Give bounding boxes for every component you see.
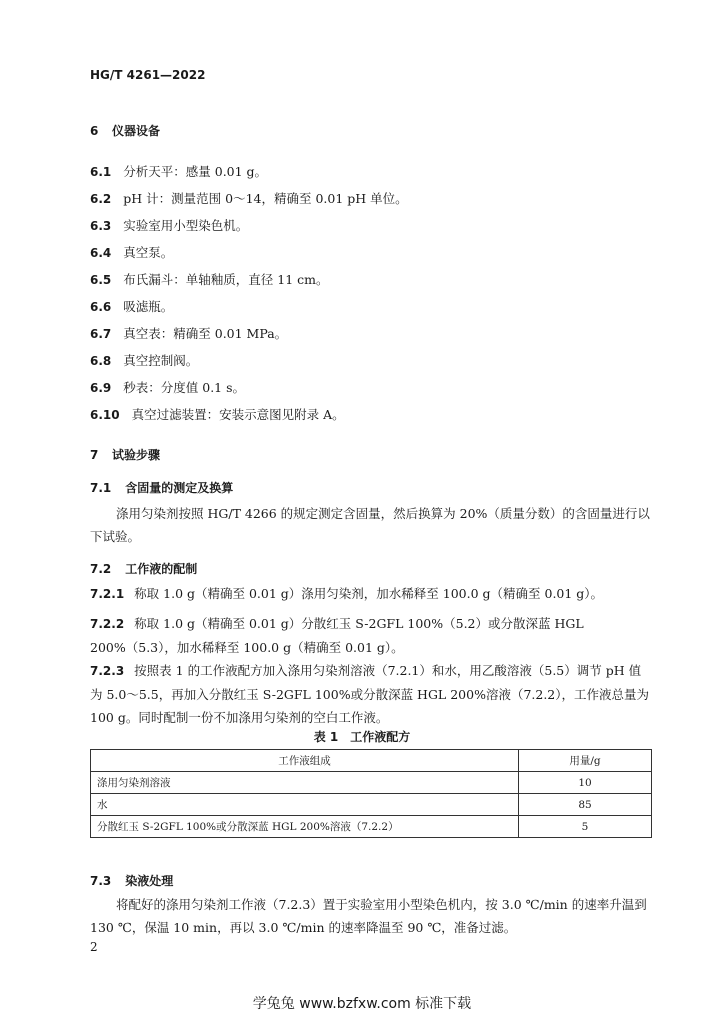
section-number: 6 [90, 124, 99, 138]
subsection-7-2-heading [90, 560, 197, 577]
table-cell: 10 [519, 772, 652, 794]
paragraph-text: 称取 1.0 g（精确至 0.01 g）分散红玉 S-2GFL 100%（5.2）或分散深蓝 HGL 200%（5.3），加水稀释至 100.0 g（精确至 0.01 g）。 [90, 616, 584, 655]
list-item [90, 297, 173, 315]
table-header-row [91, 750, 652, 772]
section-title: 试验步骤 [112, 448, 161, 462]
list-item [90, 405, 345, 423]
list-item [90, 189, 408, 207]
item-text: 吸滤瓶。 [123, 299, 174, 314]
item-text: 分析天平：感量 0.01 g。 [123, 164, 268, 179]
section-number: 7 [90, 448, 99, 462]
list-item [90, 162, 267, 180]
paragraph-7-2-3 [90, 659, 652, 729]
item-number: 6.3 [90, 219, 112, 233]
item-number: 6.1 [90, 165, 112, 179]
table-cell: 分散红玉 S-2GFL 100%或分散深蓝 HGL 200%溶液（7.2.2） [91, 816, 519, 838]
subsection-number: 7.1 [90, 481, 112, 495]
working-solution-table [90, 749, 652, 838]
list-item [90, 378, 245, 396]
paragraph-7-1: 涤用匀染剂按照 HG/T 4266 的规定测定含固量，然后换算为 20%（质量分数）的含固量进行以下试验。 [90, 506, 650, 544]
section-7-heading [90, 446, 160, 463]
paragraph-number: 7.2.2 [90, 617, 125, 631]
subsection-7-1-heading [90, 479, 233, 496]
table-cell: 涤用匀染剂溶液 [91, 772, 519, 794]
item-number: 6.6 [90, 300, 112, 314]
list-item [90, 243, 173, 261]
table-row [91, 794, 652, 816]
section-title: 仪器设备 [112, 124, 161, 138]
table-cell: 5 [519, 816, 652, 838]
table-caption: 表 1 工作液配方 [313, 730, 411, 744]
table-row [91, 772, 652, 794]
subsection-number: 7.3 [90, 874, 112, 888]
paragraph-number: 7.2.3 [90, 664, 125, 678]
table-cell: 水 [91, 794, 519, 816]
paragraph-7-3: 将配好的涤用匀染剂工作液（7.2.3）置于实验室用小型染色机内，按 3.0 ℃/min 的速率升温到 130 ℃，保温 10 min，再以 3.0 ℃/min 的速率降温至 90 ℃，准备过滤。 [90, 897, 647, 935]
footer-watermark: 学兔兔 www.bzfxw.com 标准下载 [252, 996, 472, 1012]
subsection-title: 工作液的配制 [125, 562, 198, 576]
item-text: pH 计：测量范围 0～14，精确至 0.01 pH 单位。 [123, 191, 408, 206]
item-text: 秒表：分度值 0.1 s。 [123, 380, 246, 395]
item-number: 6.4 [90, 246, 112, 260]
list-item [90, 324, 287, 342]
list-item [90, 270, 328, 288]
item-text: 真空过滤装置：安装示意图见附录 A。 [131, 407, 345, 422]
column-header-amount: 用量/g [519, 750, 652, 772]
item-number: 6.10 [90, 408, 120, 422]
list-item [90, 351, 198, 369]
item-text: 真空泵。 [123, 245, 174, 260]
table-row [91, 816, 652, 838]
section-6-heading [90, 122, 160, 139]
table-cell: 85 [519, 794, 652, 816]
subsection-title: 染液处理 [125, 874, 174, 888]
item-number: 6.7 [90, 327, 112, 341]
subsection-number: 7.2 [90, 562, 112, 576]
paragraph-number: 7.2.1 [90, 587, 125, 601]
standard-code: HG/T 4261—2022 [90, 68, 206, 82]
column-header-component: 工作液组成 [91, 750, 519, 772]
item-text: 真空控制阀。 [123, 353, 199, 368]
paragraph-7-2-1 [90, 582, 652, 606]
item-text: 真空表：精确至 0.01 MPa。 [123, 326, 288, 341]
item-number: 6.2 [90, 192, 112, 206]
page-number: 2 [90, 940, 98, 954]
paragraph-text: 按照表 1 的工作液配方加入涤用匀染剂溶液（7.2.1）和水，用乙酸溶液（5.5）调节 pH 值为 5.0～5.5，再加入分散红玉 S-2GFL 100%或分散深蓝 HGL 200%溶液（7.2.2），工作液总量为 100 g。同时配制一份不加涤用匀染剂的空白工作液。 [90, 663, 649, 725]
subsection-7-3-heading [90, 872, 173, 889]
item-text: 布氏漏斗：单轴釉质，直径 11 cm。 [123, 272, 329, 287]
list-item [90, 216, 248, 234]
item-text: 实验室用小型染色机。 [123, 218, 249, 233]
paragraph-text: 称取 1.0 g（精确至 0.01 g）涤用匀染剂，加水稀释至 100.0 g（精确至 0.01 g）。 [134, 586, 604, 601]
paragraph-7-2-2 [90, 612, 652, 659]
item-number: 6.8 [90, 354, 112, 368]
item-number: 6.5 [90, 273, 112, 287]
item-number: 6.9 [90, 381, 112, 395]
subsection-title: 含固量的测定及换算 [125, 481, 234, 495]
